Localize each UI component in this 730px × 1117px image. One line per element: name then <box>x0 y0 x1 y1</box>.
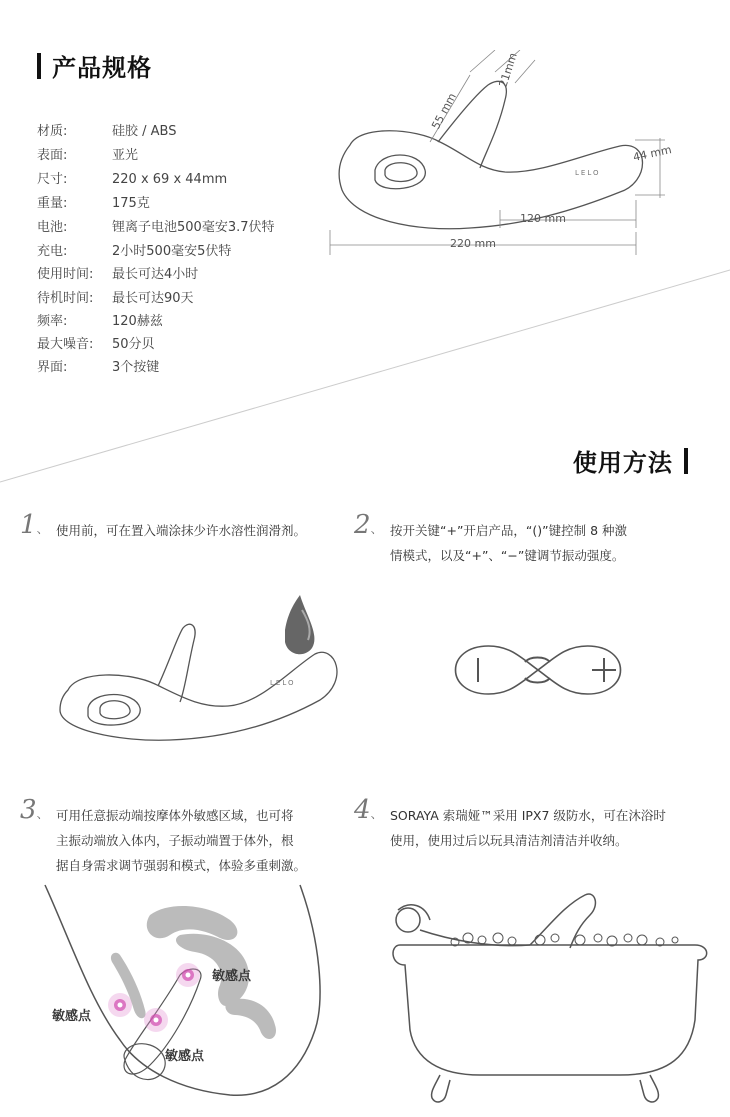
spec-value: 120赫兹 <box>112 314 163 329</box>
step-text <box>56 803 306 878</box>
step-number: 1 <box>20 510 37 540</box>
spec-label: 表面: <box>37 148 68 163</box>
dimension-21mm: 21mm <box>496 51 520 89</box>
bathtub-illustration <box>380 880 720 1110</box>
spec-value: 220 x 69 x 44mm <box>112 172 228 187</box>
hotspot-icon-c <box>144 1008 168 1032</box>
step-line: 情模式，以及“+”、“−”键调节振动强度。 <box>390 548 625 563</box>
heading-bar <box>684 448 688 474</box>
bathtub-outline <box>393 945 707 1075</box>
mode-button-icon <box>525 658 550 663</box>
dimension-44mm: 44 mm <box>631 143 673 164</box>
step-text <box>390 803 666 853</box>
step-line: 可用任意振动端按摩体外敏感区域，也可将 <box>56 808 294 823</box>
spec-label: 充电: <box>37 244 68 259</box>
step-separator: 、 <box>36 806 50 821</box>
brand-logo: LELO <box>575 169 601 177</box>
dimension-120mm: 120 mm <box>520 212 566 225</box>
step-line: SORAYA 索瑞娅™采用 IPX7 级防水，可在沐浴时 <box>390 808 666 823</box>
anatomy-illustration <box>30 880 330 1110</box>
head <box>396 908 420 932</box>
step-1 <box>20 510 340 541</box>
product-body-outline <box>339 131 642 229</box>
spec-value: 锂离子电池500毫安3.7伏特 <box>112 220 275 235</box>
spec-title: 产品规格 <box>52 54 153 82</box>
brand-logo: LELO <box>270 679 296 687</box>
step-separator: 、 <box>36 521 50 536</box>
spec-label: 电池: <box>37 220 68 235</box>
spec-label: 最大噪音: <box>37 337 94 352</box>
spec-value: 最长可达90天 <box>112 291 194 306</box>
dimension-220mm: 220 mm <box>450 237 496 250</box>
hotspot-icon-a <box>176 963 200 987</box>
spec-value: 亚光 <box>112 148 139 163</box>
dimension-55mm: 55 mm <box>429 90 459 132</box>
water-drop-icon <box>285 595 314 654</box>
step-line: 据自身需求调节强弱和模式，体验多重刺激。 <box>56 858 307 873</box>
spec-value: 硅胶 / ABS <box>112 124 177 139</box>
heading-bar <box>37 53 41 79</box>
step-text: 使用前，可在置入端涂抹少许水溶性润滑剂。 <box>56 523 307 538</box>
hotspot-icon-b <box>108 993 132 1017</box>
callout-label-a: 敏感点 <box>212 969 252 984</box>
callout-label-c: 敏感点 <box>165 1049 205 1064</box>
spec-heading <box>37 48 152 83</box>
spec-label: 材质: <box>37 124 68 139</box>
step-3 <box>20 795 350 873</box>
spec-label: 使用时间: <box>37 267 94 282</box>
spec-value: 3个按键 <box>112 360 160 375</box>
spec-value: 175克 <box>112 196 150 211</box>
lubricant-illustration <box>50 590 350 750</box>
step-number: 4 <box>354 795 371 825</box>
step-separator: 、 <box>370 521 384 536</box>
control-buttons-illustration <box>440 640 640 700</box>
step-4 <box>354 795 724 848</box>
spec-value: 最长可达4小时 <box>112 267 199 282</box>
usage-heading <box>573 443 688 478</box>
step-text <box>390 518 627 568</box>
spec-label: 待机时间: <box>37 291 94 306</box>
spec-value: 2小时500毫安5伏特 <box>112 244 232 259</box>
step-separator: 、 <box>370 806 384 821</box>
spec-label: 界面: <box>37 360 68 375</box>
step-2 <box>354 510 714 563</box>
product-dimension-drawing <box>320 50 720 270</box>
step-number: 3 <box>20 795 37 825</box>
spec-value: 50分贝 <box>112 337 155 352</box>
step-line: 按开关键“+”开启产品，“()”键控制 8 种激 <box>390 523 628 538</box>
spec-label: 频率: <box>37 314 68 329</box>
usage-title: 使用方法 <box>572 449 673 477</box>
step-number: 2 <box>354 510 371 540</box>
step-line: 使用，使用过后以玩具清洁剂清洁并收纳。 <box>390 833 628 848</box>
spec-label: 重量: <box>37 196 68 211</box>
spec-label: 尺寸: <box>37 172 68 187</box>
callout-label-b: 敏感点 <box>52 1009 92 1024</box>
step-line: 主振动端放入体内，子振动端置于体外，根 <box>56 833 294 848</box>
